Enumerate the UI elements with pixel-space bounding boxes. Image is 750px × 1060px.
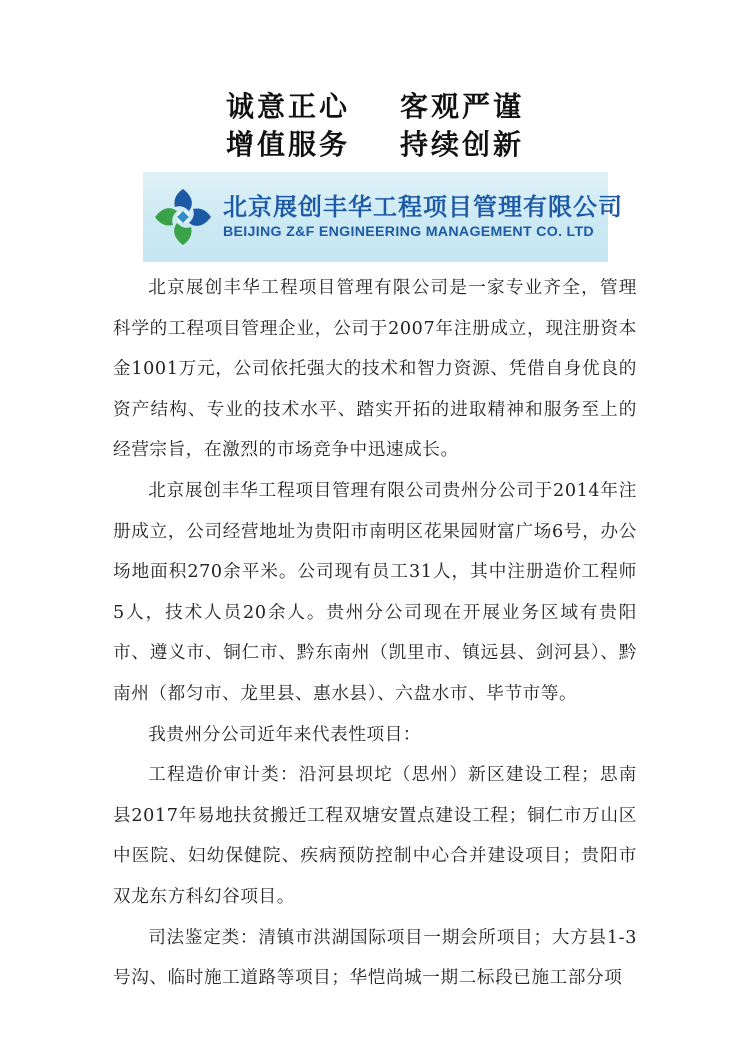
slogan-line-2 <box>0 126 750 164</box>
paragraph-projects-heading: 我贵州分公司近年来代表性项目： <box>148 724 422 745</box>
paragraph-branch: 北京展创丰华工程项目管理有限公司贵州分公司于2014年注册成立，公司经营地址为贵阳市南明区花果园财富广场6号，办公场地面积270余平米。公司现有员工31人，其中注册造价工程师5人，技术人员20余人。贵州分公司现在开展业务区域有贵阳市、遵义市、铜仁市、黔东南州（凯里市、镇远县、剑河县）、黔南州（都匀市、龙里县、惠水县）、六盘水市、毕节市等。 <box>113 480 637 704</box>
company-name-en: BEIJING Z&F ENGINEERING MANAGEMENT CO. LTD <box>223 224 594 240</box>
slogan-text: 增值服务 <box>225 128 350 161</box>
slogan-text: 客观严谨 <box>400 90 525 123</box>
slogan-block <box>0 88 750 164</box>
slogan-text: 持续创新 <box>400 128 525 161</box>
body-text <box>113 268 637 999</box>
company-logo-icon <box>151 185 215 249</box>
company-banner <box>143 172 623 262</box>
paragraph-intro: 北京展创丰华工程项目管理有限公司是一家专业齐全，管理科学的工程项目管理企业，公司于2007年注册成立，现注册资本金1001万元，公司依托强大的技术和智力资源、凭借自身优良的资产结构、专业的技术水平、踏实开拓的进取精神和服务至上的经营宗旨，在激烈的市场竞争中迅速成长。 <box>113 278 637 461</box>
company-name-cn: 北京展创丰华工程项目管理有限公司 <box>223 193 623 221</box>
paragraph-cost-audit: 工程造价审计类：沿河县坝坨（思州）新区建设工程；思南县2017年易地扶贫搬迁工程双塘安置点建设工程；铜仁市万山区中医院、妇幼保健院、疾病预防控制中心合并建设项目；贵阳市双龙东方科幻谷项目。 <box>113 765 637 907</box>
banner-text <box>223 192 623 242</box>
slogan-line-1 <box>0 88 750 126</box>
paragraph-judicial: 司法鉴定类：清镇市洪湖国际项目一期会所项目；大方县1-3号沟、临时施工道路等项目；华恺尚城一期二标段已施工部分项 <box>113 927 637 989</box>
slogan-text: 诚意正心 <box>225 90 350 123</box>
